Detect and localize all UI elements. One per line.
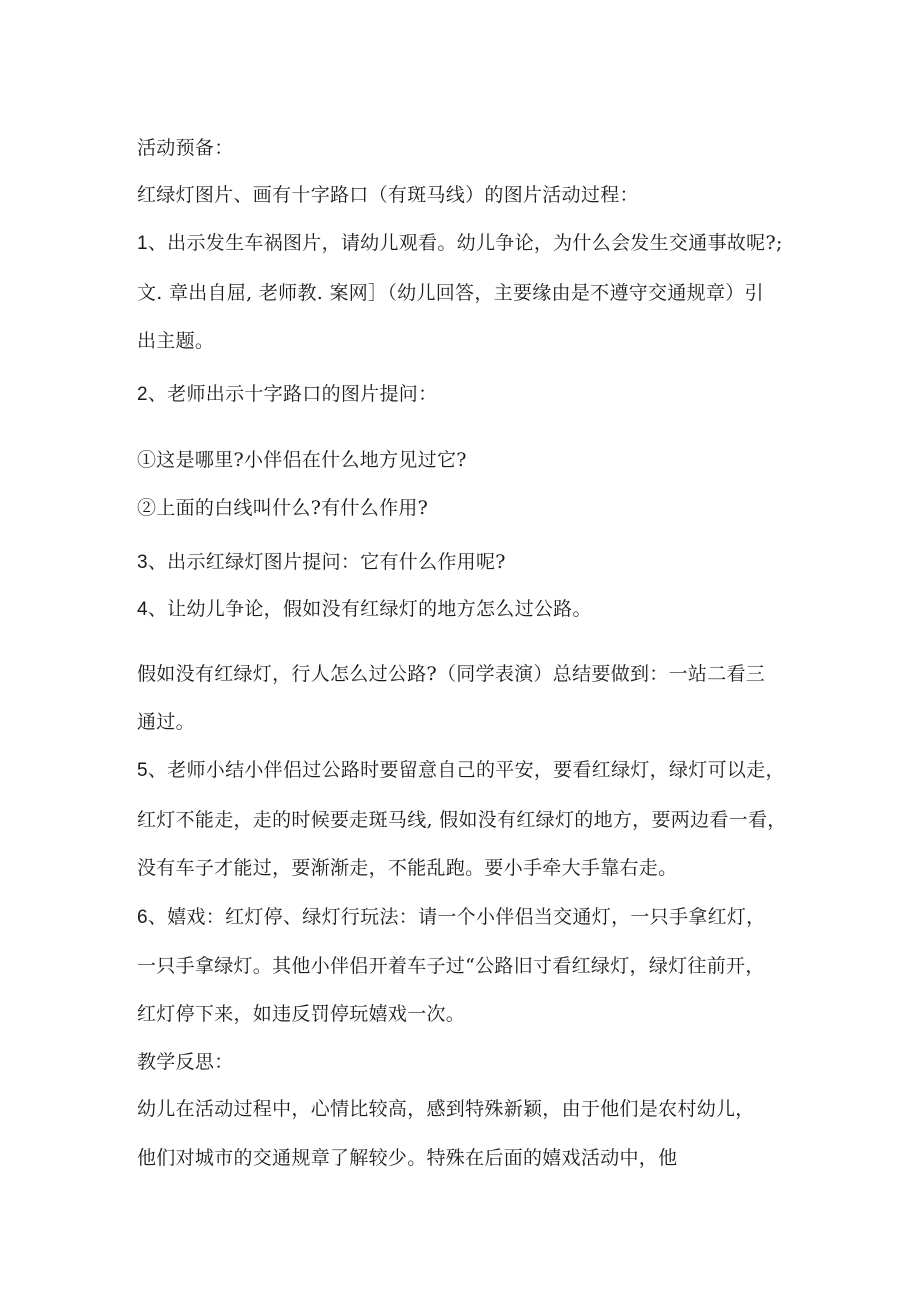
summary-line-1: 假如没有红绿灯，行人怎么过公路?（同学表演）总结要做到：一站二看三 [137, 663, 766, 685]
step-1-line-3: 出主题。 [137, 330, 215, 352]
summary-line-2: 通过。 [137, 711, 195, 733]
step-5-number: 5 [137, 760, 148, 781]
step-1-number: 1 [137, 233, 148, 254]
step-2-text: 2、老师出示十字路口的图片提问： [137, 383, 438, 405]
heading-activity-prep: 活动预备： [137, 137, 234, 159]
step-3-text: 3、出示红绿灯图片提问：它有什么作用呢? [137, 551, 506, 573]
step-5-line-3: 没有车子才能过，要渐渐走，不能乱跑。要小手牵大手靠右走。 [137, 857, 678, 879]
step-5-line-1: 5、老师小结小伴侣过公路时要留意自己的平安，要看红绿灯，绿灯可以走， [137, 759, 785, 781]
step-4-number: 4 [137, 599, 148, 620]
reflection-line-2: 他们对城市的交通规章了解较少。特殊在后面的嬉戏活动中，他 [137, 1147, 678, 1169]
prep-materials-text: 红绿灯图片、画有十字路口（有斑马线）的图片活动过程： [137, 184, 639, 206]
step-6-line-1: 6、嬉戏：红灯停、绿灯行玩法：请一个小伴侣当交通灯，一只手拿红灯， [137, 906, 766, 928]
reflection-line-1: 幼儿在活动过程中，心情比较高，感到特殊新颖，由于他们是农村幼儿， [137, 1098, 755, 1120]
step-6-line-3: 红灯停下来，如违反罚停玩嬉戏一次。 [137, 1003, 466, 1025]
step-3-number: 3 [137, 552, 148, 573]
step-1-line-1: 1、出示发生车祸图片，请幼儿观看。幼儿争论，为什么会发生交通事故呢?; [137, 232, 783, 254]
step-1-line-2: 文. 章出自屈, 老师教. 案网］（幼儿回答，主要缘由是不遵守交通规章）引 [137, 282, 764, 304]
step-5-line-2: 红灯不能走，走的时候要走斑马线, 假如没有红绿灯的地方，要两边看一看， [137, 809, 787, 831]
step-6-line-2: 一只手拿绿灯。其他小伴侣开着车子过“公路旧寸看红绿灯，绿灯往前开， [137, 955, 765, 977]
step-4-text: 4、让幼儿争论，假如没有红绿灯的地方怎么过公路。 [137, 598, 592, 620]
question-1: ①这是哪里?小伴侣在什么地方见过它? [137, 449, 467, 471]
step-2-number: 2 [137, 384, 148, 405]
step-6-number: 6 [137, 907, 148, 928]
question-2: ②上面的白线叫什么?有什么作用? [137, 497, 429, 519]
heading-teaching-reflection: 教学反思： [137, 1051, 234, 1073]
